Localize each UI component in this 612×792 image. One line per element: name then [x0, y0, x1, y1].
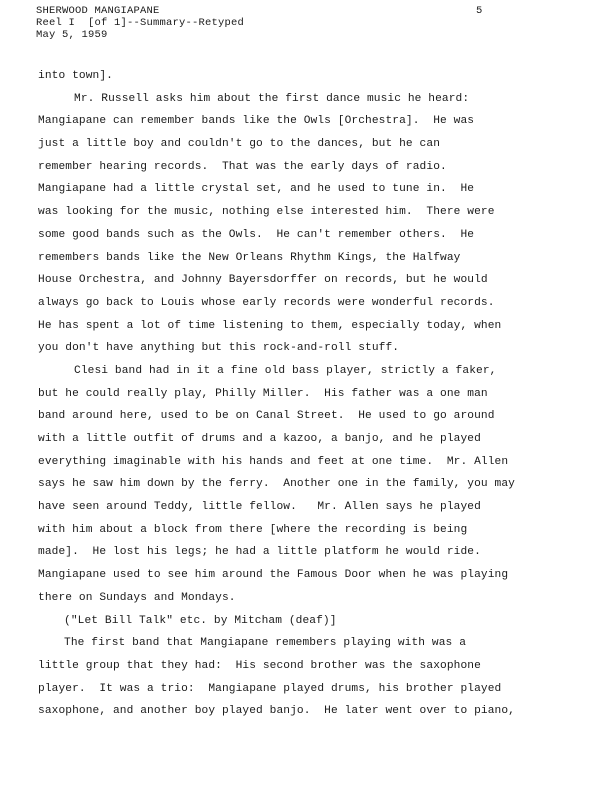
text-line: everything imaginable with his hands and feet at one time. Mr. Allen	[38, 455, 509, 468]
text-line: with him about a block from there [where the recording is being	[38, 523, 468, 536]
text-line: Mangiapane can remember bands like the Owls [Orchestra]. He was	[38, 115, 475, 128]
text-line: made]. He lost his legs; he had a little platform he would ride.	[38, 546, 481, 559]
header-date: May 5, 1959	[36, 29, 108, 41]
text-line: band around here, used to be on Canal Street. He used to go around	[38, 410, 495, 423]
text-line: He has spent a lot of time listening to them, especially today, when	[38, 319, 502, 332]
text-line: Mr. Russell asks him about the first dance music he heard:	[74, 92, 470, 105]
text-line: you don't have anything but this rock-and-roll stuff.	[38, 342, 400, 355]
text-line: says he saw him down by the ferry. Another one in the family, you may	[38, 478, 515, 491]
text-line: Clesi band had in it a fine old bass player, strictly a faker,	[74, 364, 497, 377]
text-line: have seen around Teddy, little fellow. Mr. Allen says he played	[38, 501, 481, 514]
text-line: with a little outfit of drums and a kazoo, a banjo, and he played	[38, 433, 481, 445]
text-line: just a little boy and couldn't go to the dances, but he can	[38, 138, 441, 151]
text-line: player. It was a trio: Mangiapane played drums, his brother played	[38, 682, 502, 695]
text-line: was looking for the music, nothing else interested him. There were	[38, 206, 495, 219]
page-number: 5	[476, 5, 483, 17]
text-line: saxophone, and another boy played banjo. He later went over to piano,	[38, 705, 515, 718]
text-line: Mangiapane used to see him around the Famous Door when he was playing	[38, 569, 509, 582]
text-line: some good bands such as the Owls. He can't remember others. He	[38, 228, 475, 241]
text-line: remember hearing records. That was the early days of radio.	[38, 160, 447, 173]
text-line: always go back to Louis whose early records were wonderful records.	[38, 296, 495, 309]
text-line: there on Sundays and Mondays.	[38, 591, 236, 604]
text-line: Mangiapane had a little crystal set, and he used to tune in. He	[38, 183, 475, 196]
text-line: House Orchestra, and Johnny Bayersdorffer on records, but he would	[38, 274, 488, 287]
text-line: ("Let Bill Talk" etc. by Mitcham (deaf)]	[64, 614, 337, 627]
document-body	[38, 65, 608, 723]
header-reel: Reel I [of 1]--Summary--Retyped	[36, 17, 245, 29]
text-line: into town].	[38, 70, 113, 82]
header-name: SHERWOOD MANGIAPANE	[36, 5, 160, 17]
text-line: remembers bands like the New Orleans Rhythm Kings, the Halfway	[38, 251, 461, 264]
document-header	[36, 5, 244, 41]
text-line: little group that they had: His second brother was the saxophone	[38, 659, 481, 672]
text-line: but he could really play, Philly Miller. His father was a one man	[38, 387, 488, 400]
text-line: The first band that Mangiapane remembers playing with was a	[64, 637, 467, 650]
